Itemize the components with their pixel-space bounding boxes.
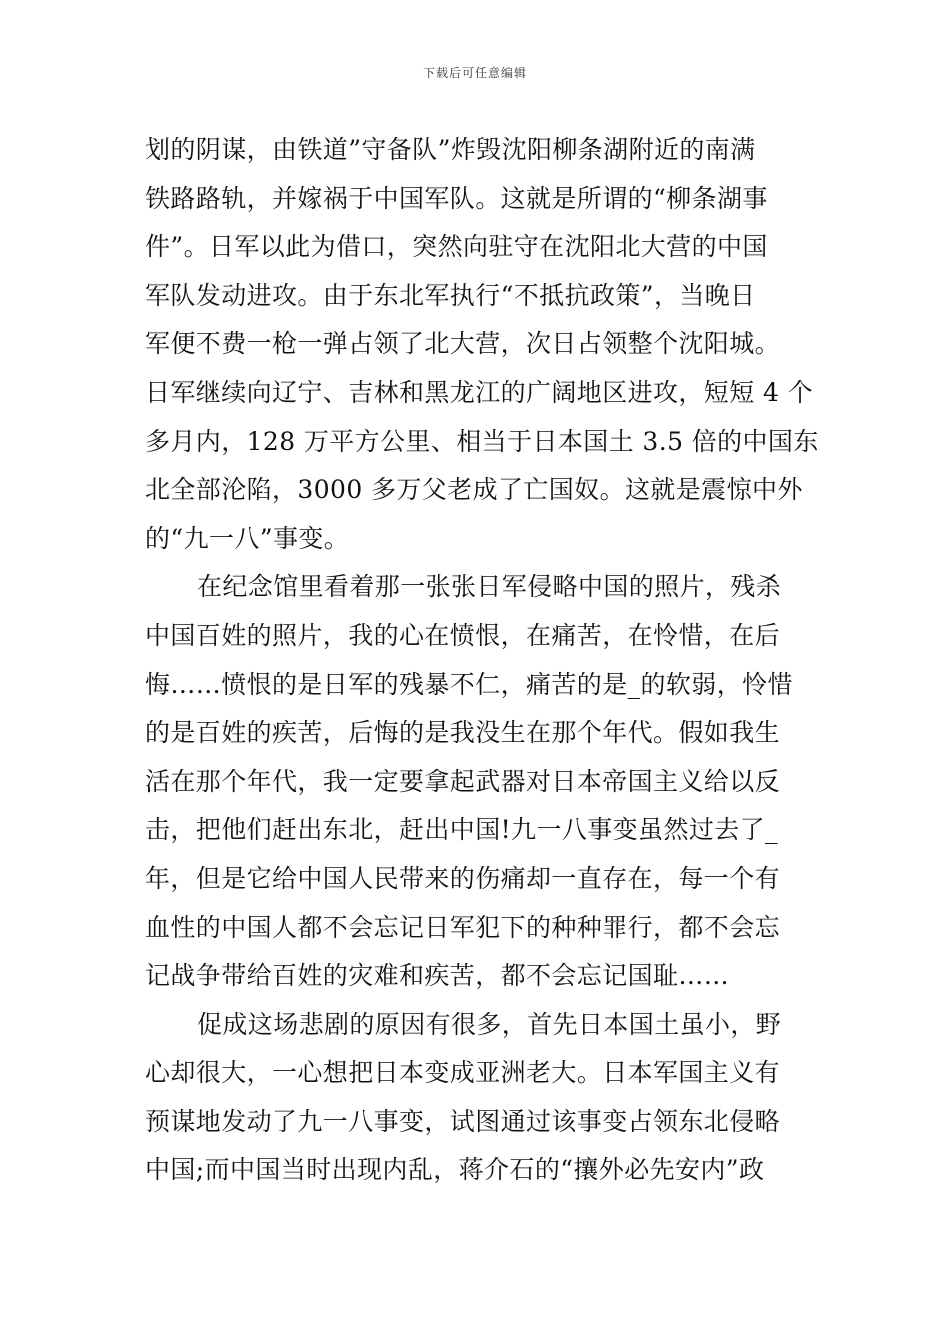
text-line: 击，把他们赶出东北，赶出中国!九一八事变虽然过去了_	[145, 815, 778, 845]
text-line: 日军继续向辽宁、吉林和黑龙江的广阔地区进攻，短短 4 个	[145, 377, 814, 407]
text-line: 记战争带给百姓的灾难和疾苦，都不会忘记国耻……	[145, 961, 730, 991]
text-line: 件”。日军以此为借口，突然向驻守在沈阳北大营的中国	[145, 232, 768, 262]
text-line: 北全部沦陷，3000 多万父老成了亡国奴。这就是震惊中外	[145, 475, 803, 505]
text-line: 军便不费一枪一弹占领了北大营，次日占领整个沈阳城。	[145, 329, 781, 359]
text-line: 多月内，128 万平方公里、相当于日本国土 3.5 倍的中国东	[145, 426, 819, 456]
paragraph-first-line: 促成这场悲剧的原因有很多，首先日本国土虽小，野	[197, 1009, 782, 1039]
text-line: 悔……愤恨的是日军的残暴不仁，痛苦的是_的软弱，怜惜	[145, 669, 793, 699]
text-line: 的“九一八”事变。	[145, 523, 350, 553]
text-line: 血性的中国人都不会忘记日军犯下的种种罪行，都不会忘	[145, 912, 781, 942]
text-line: 划的阴谋，由铁道”守备队”炸毁沈阳柳条湖附近的南满	[145, 135, 756, 164]
text-line: 铁路路轨，并嫁祸于中国军队。这就是所谓的“柳条湖事	[145, 183, 768, 213]
text-line: 的是百姓的疾苦，后悔的是我没生在那个年代。假如我生	[145, 718, 781, 748]
text-line: 中国;而中国当时出现内乱，蒋介石的“攘外必先安内”政	[145, 1155, 765, 1185]
text-line: 心却很大，一心想把日本变成亚洲老大。日本军国主义有	[145, 1058, 781, 1088]
text-line: 预谋地发动了九一八事变，试图通过该事变占领东北侵略	[145, 1106, 781, 1136]
text-line: 军队发动进攻。由于东北军执行“不抵抗政策”，当晚日	[145, 280, 756, 310]
page-header: 下载后可任意编辑	[422, 66, 527, 80]
text-line: 年，但是它给中国人民带来的伤痛却一直存在，每一个有	[145, 863, 781, 893]
document-body	[145, 126, 819, 1195]
text-line: 活在那个年代，我一定要拿起武器对日本帝国主义给以反	[145, 766, 781, 796]
text-line: 中国百姓的照片，我的心在愤恨，在痛苦，在怜惜，在后	[145, 620, 781, 650]
paragraph-first-line: 在纪念馆里看着那一张张日军侵略中国的照片，残杀	[197, 572, 782, 602]
